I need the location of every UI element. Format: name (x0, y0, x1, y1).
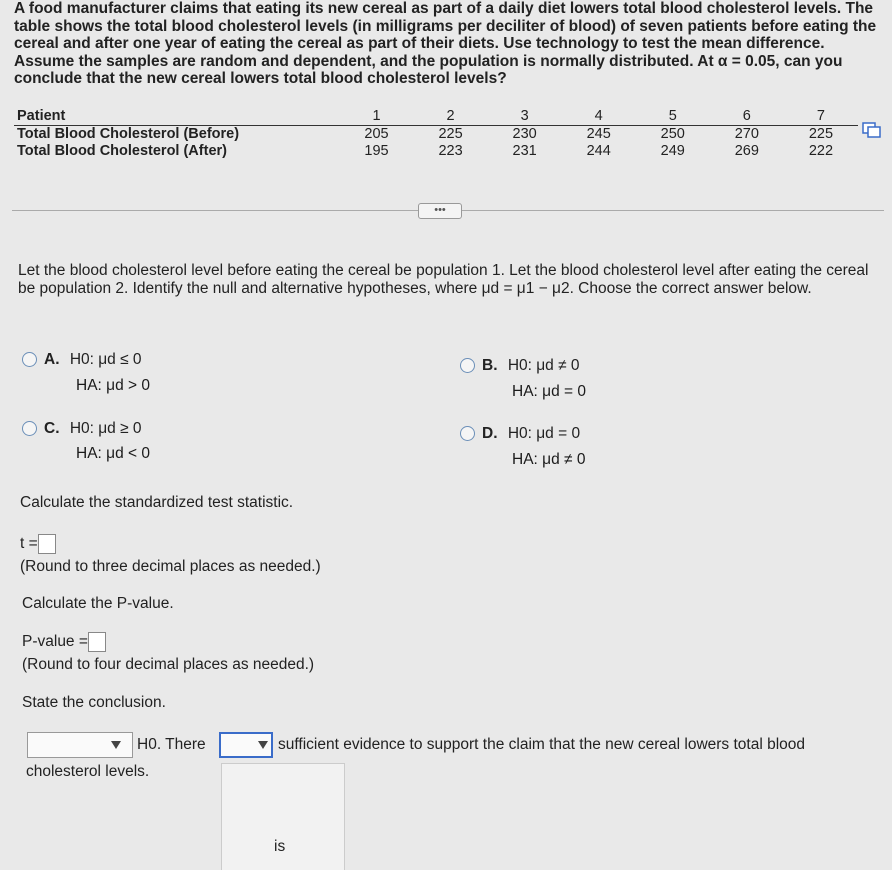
alt-hypothesis: HA: μd = 0 (512, 383, 586, 400)
h0-there-text: H0. There (137, 736, 206, 753)
conclusion-prompt: State the conclusion. (22, 694, 166, 711)
dropdown-menu (221, 763, 345, 870)
table-cell: 250 (660, 126, 685, 142)
table-header-row (14, 108, 858, 126)
table-cell: 225 (808, 126, 834, 142)
option-letter: A. (44, 351, 60, 368)
table-cell: 269 (734, 143, 759, 159)
pvalue-label: P-value = (22, 633, 88, 651)
row-label-before: Total Blood Cholesterol (Before) (14, 126, 339, 144)
row-label-after: Total Blood Cholesterol (After) (17, 143, 227, 159)
evidence-dropdown[interactable] (219, 732, 273, 758)
t-rounding-note: (Round to three decimal places as needed.) (20, 558, 321, 575)
null-hypothesis: H0: μd ≤ 0 (69, 351, 142, 368)
patient-number: 5 (636, 108, 710, 126)
radio-button[interactable] (460, 358, 475, 373)
alt-hypothesis: HA: μd < 0 (76, 445, 150, 462)
table-cell: 222 (808, 143, 834, 159)
radio-button[interactable] (22, 352, 37, 367)
table-cell: 231 (512, 143, 537, 159)
option-letter: C. (44, 420, 60, 437)
table-cell: 244 (586, 143, 611, 159)
option-letter: D. (482, 425, 498, 442)
t-value-input[interactable] (38, 534, 56, 554)
t-label: t = (20, 535, 38, 553)
table-cell: 245 (586, 126, 611, 142)
dropdown-option-is[interactable]: is (274, 838, 286, 855)
expand-more-button[interactable]: ••• (418, 203, 462, 219)
radio-button[interactable] (460, 426, 475, 441)
chevron-down-icon (111, 741, 121, 749)
pvalue-answer-row (22, 632, 106, 652)
table-cell: 223 (438, 143, 463, 159)
pvalue-prompt: Calculate the P-value. (22, 595, 174, 612)
pvalue-rounding-note: (Round to four decimal places as needed.) (22, 656, 315, 673)
table-header-label: Patient (14, 108, 339, 126)
table-cell: 205 (364, 126, 389, 142)
copy-icon[interactable] (862, 122, 882, 138)
patient-number: 2 (414, 108, 488, 126)
patient-number: 4 (562, 108, 636, 126)
patient-number: 7 (784, 108, 858, 126)
table-row (14, 143, 858, 160)
cholesterol-table (14, 108, 858, 160)
null-hypothesis: H0: μd = 0 (507, 425, 581, 442)
option-a[interactable] (22, 349, 142, 370)
problem-statement: A food manufacturer claims that eating its new cereal as part of a daily diet lowers total blood cholesterol levels. The table shows the total blood cholesterol levels (in milligrams per deciliter of blood) of seven patients before eating the cereal and after one year of eating the cereal as part of their diets. Use technology to test the mean difference. Assume the samples are random and dependent, and the population is normally distributed. At α = 0.05, can you conclude that the new cereal lowers total blood cholesterol levels? (14, 0, 877, 88)
patient-number: 1 (339, 108, 413, 126)
patient-number: 6 (710, 108, 784, 126)
table-cell: 230 (512, 126, 537, 142)
test-stat-prompt: Calculate the standardized test statistic. (20, 494, 294, 511)
t-answer-row (20, 534, 56, 554)
table-cell: 225 (438, 126, 463, 142)
table-cell: 270 (734, 126, 759, 142)
radio-button[interactable] (22, 421, 37, 436)
conclusion-tail: sufficient evidence to support the claim that the new cereal lowers total blood (278, 736, 806, 753)
table-cell: 195 (364, 143, 389, 159)
null-hypothesis: H0: μd ≥ 0 (69, 420, 142, 437)
reject-dropdown[interactable] (27, 732, 133, 758)
table-cell: 249 (660, 143, 685, 159)
pvalue-input[interactable] (88, 632, 106, 652)
null-hypothesis: H0: μd ≠ 0 (507, 357, 580, 374)
option-c[interactable] (22, 418, 142, 439)
alt-hypothesis: HA: μd > 0 (76, 377, 150, 394)
option-letter: B. (482, 357, 498, 374)
option-b[interactable] (460, 355, 580, 376)
chevron-down-icon (258, 741, 268, 749)
alt-hypothesis: HA: μd ≠ 0 (512, 451, 586, 468)
option-d[interactable] (460, 423, 580, 444)
conclusion-tail-2: cholesterol levels. (26, 763, 150, 780)
patient-number: 3 (488, 108, 562, 126)
table-row (14, 126, 858, 144)
question-text: Let the blood cholesterol level before eating the cereal be population 1. Let the blood cholesterol level after eating the cereal be population 2. Identify the null and alternative hypotheses, where μd = μ1 − μ2. Choose the correct answer below. (18, 262, 869, 297)
